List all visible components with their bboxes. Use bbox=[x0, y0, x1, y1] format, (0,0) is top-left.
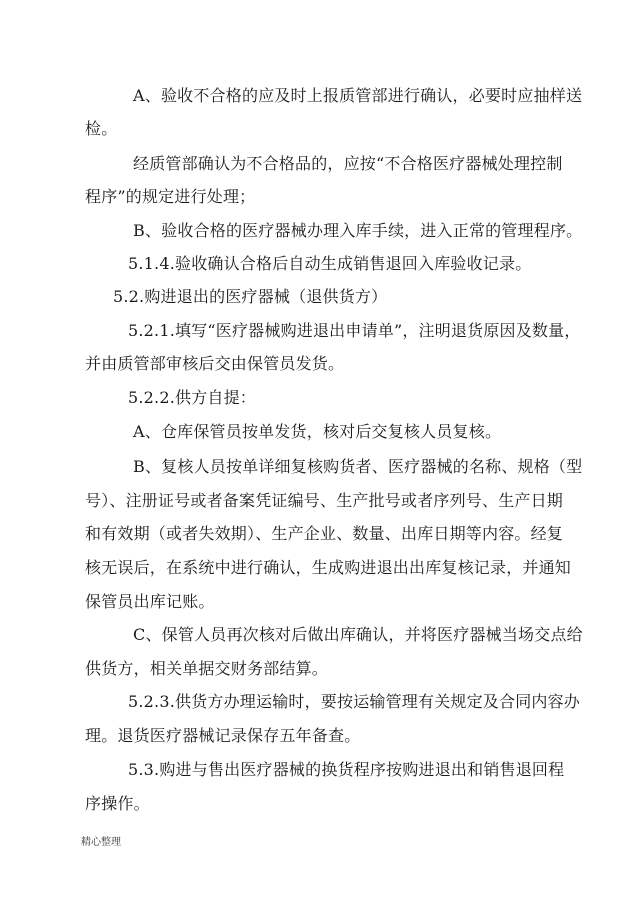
paragraph-line-3: 经质管部确认为不合格品的，应按“不合格医疗器械处理控制 bbox=[133, 154, 563, 173]
section-line-5-2-3: 5.2.3.供货方办理运输时，要按运输管理有关规定及合同内容办 bbox=[128, 692, 580, 711]
section-line-5-2-2: 5.2.2.供方自提： bbox=[128, 388, 256, 407]
section-heading-5-2: 5.2.购进退出的医疗器械（退供货方） bbox=[113, 287, 388, 306]
paragraph-line-11: A、仓库保管员按单发货，核对后交复核人员复核。 bbox=[133, 422, 502, 441]
paragraph-line-20: 理。退货医疗器械记录保存五年备查。 bbox=[85, 726, 361, 745]
paragraph-line-9: 并由质管部审核后交由保管员发货。 bbox=[85, 354, 345, 373]
paragraph-line-1: A、验收不合格的应及时上报质管部进行确认，必要时应抽样送 bbox=[133, 86, 583, 105]
paragraph-line-13: 号）、注册证号或者备案凭证编号、生产批号或者序列号、生产日期 bbox=[85, 491, 564, 510]
paragraph-line-15: 核无误后，在系统中进行确认，生成购进退出出库复核记录，并通知 bbox=[85, 558, 572, 577]
paragraph-line-5: B、验收合格的医疗器械办理入库手续，进入正常的管理程序。 bbox=[133, 221, 583, 240]
paragraph-line-4: 程序”的规定进行处理； bbox=[85, 187, 256, 206]
paragraph-line-2: 检。 bbox=[85, 119, 118, 138]
section-line-5-2-1: 5.2.1.填写“医疗器械购进退出申请单”，注明退货原因及数量， bbox=[128, 321, 581, 340]
section-line-5-1-4: 5.1.4.验收确认合格后自动生成销售退回入库验收记录。 bbox=[128, 254, 532, 273]
page-footer: 精心整理 bbox=[81, 837, 121, 848]
section-line-5-3: 5.3.购进与售出医疗器械的换货程序按购进退出和销售退回程 bbox=[128, 760, 565, 779]
paragraph-line-12: B、复核人员按单详细复核购货者、医疗器械的名称、规格（型 bbox=[133, 457, 583, 476]
paragraph-line-17: C、保管人员再次核对后做出库确认，并将医疗器械当场交点给 bbox=[133, 625, 583, 644]
paragraph-line-22: 序操作。 bbox=[85, 794, 150, 813]
paragraph-line-14: 和有效期（或者失效期）、生产企业、数量、出库日期等内容。经复 bbox=[85, 524, 564, 543]
paragraph-line-16: 保管员出库记账。 bbox=[85, 592, 215, 611]
paragraph-line-18: 供货方，相关单据交财务部结算。 bbox=[85, 659, 329, 678]
